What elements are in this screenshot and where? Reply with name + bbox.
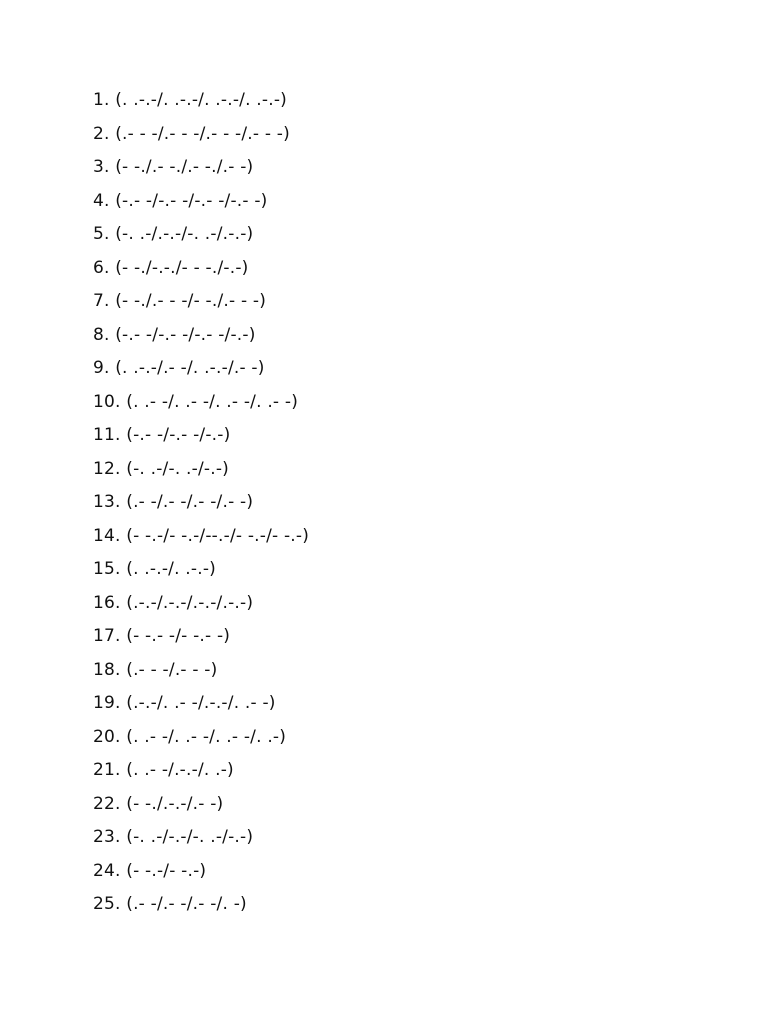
list-item: 20. (. .- -/. .- -/. .- -/. .-)	[93, 726, 287, 747]
list-item: 3. (- -./.- -./.- -./.- -)	[93, 157, 254, 177]
list-item: 8. (-.- -/-.- -/-.- -/-.-)	[93, 324, 256, 345]
list-item: 17. (- -.- -/- -.- -)	[93, 626, 231, 646]
list-item: 19. (.-.-/. .- -/.-.-/. .- -)	[93, 693, 276, 713]
list-item: 14. (- -.-/- -.-/--.-/- -.-/- -.-)	[93, 525, 310, 546]
list-item: 18. (.- - -/.- - -)	[93, 659, 218, 680]
list-item: 23. (-. .-/-.-/-. .-/-.-)	[93, 827, 254, 847]
list-item: 24. (- -.-/- -.-)	[93, 860, 207, 881]
list-item: 7. (- -./.- - -/- -./.- - -)	[93, 291, 267, 311]
list-item: 10. (. .- -/. .- -/. .- -/. .- -)	[93, 391, 299, 412]
list-item: 9. (. .-.-/.- -/. .-.-/.- -)	[93, 358, 265, 378]
list-item: 1. (. .-.-/. .-.-/. .-.-/. .-.-)	[93, 90, 288, 110]
list-item: 22. (- -./.-.-/.- -)	[93, 793, 224, 814]
list-item: 5. (-. .-/.-.-/-. .-/.-.-)	[93, 224, 254, 244]
list-item: 21. (. .- -/.-.-/. .-)	[93, 760, 234, 780]
morse-code-list	[93, 88, 309, 926]
list-item: 4. (-.- -/-.- -/-.- -/-.- -)	[93, 190, 268, 211]
list-item: 11. (-.- -/-.- -/-.-)	[93, 425, 231, 445]
list-item: 13. (.- -/.- -/.- -/.- -)	[93, 492, 254, 512]
list-item: 6. (- -./-.-./- - -./-.-)	[93, 257, 249, 278]
list-item: 12. (-. .-/-. .-/-.-)	[93, 458, 229, 479]
list-item: 16. (.-.-/.-.-/.-.-/.-.-)	[93, 592, 254, 613]
list-item: 25. (.- -/.- -/.- -/. -)	[93, 894, 247, 914]
list-item: 15. (. .-.-/. .-.-)	[93, 559, 216, 579]
list-item: 2. (.- - -/.- - -/.- - -/.- - -)	[93, 123, 290, 144]
